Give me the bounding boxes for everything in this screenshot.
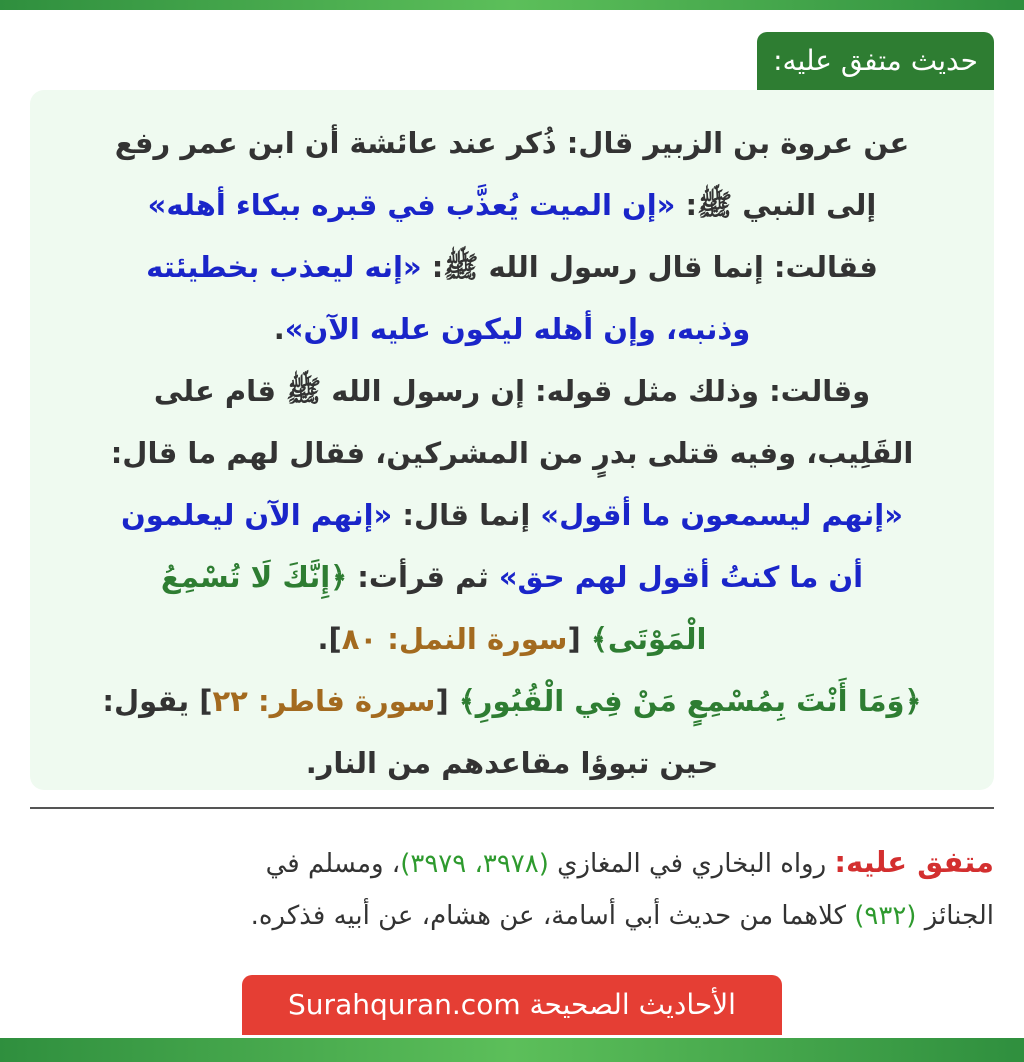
prophet-quote: «إنهم ليسمعون ما أقول»: [540, 498, 903, 532]
hadith-line: [64, 422, 960, 484]
hadith-type-tag: حديث متفق عليه:: [757, 32, 994, 90]
bracket: [: [435, 684, 459, 718]
narration-text: .: [273, 312, 285, 346]
prophet-quote: «إن الميت يُعذَّب في قبره ببكاء أهله»: [147, 188, 676, 222]
source-text: كلاهما من حديث أبي أسامة، عن هشام، عن أبيه فذكره.: [250, 901, 855, 931]
source-text: رواه البخاري في المغازي: [548, 849, 835, 879]
hadith-line: [64, 360, 960, 422]
narration-text: وقالت: وذلك مثل قوله: إن رسول الله ﷺ قام على: [153, 374, 871, 408]
hadith-line: [64, 174, 960, 236]
narration-text: عن عروة بن الزبير قال: ذُكر عند عائشة أن ابن عمر رفع: [114, 126, 910, 160]
narration-text: ثم قرأت:: [347, 560, 499, 594]
prophet-quote: أن ما كنتُ أقول لهم حق»: [498, 560, 864, 594]
narration-text: فقالت: إنما قال رسول الله ﷺ:: [421, 250, 878, 284]
hadith-line: [64, 112, 960, 174]
prophet-quote: «إنهم الآن ليعلمون: [121, 498, 393, 532]
hadith-line: [64, 236, 960, 298]
quran-verse: الْمَوْتَى﴾: [590, 622, 707, 656]
hadith-number: (٩٣٢): [854, 901, 917, 931]
quran-verse: ﴿إِنَّكَ لَا تُسْمِعُ: [160, 560, 348, 594]
narration-text: حين تبوؤا مقاعدهم من النار.: [305, 746, 719, 780]
narration-text: إلى النبي ﷺ:: [675, 188, 877, 222]
surah-reference: سورة النمل: ٨٠: [341, 622, 568, 656]
prophet-quote: وذنبه، وإن أهله ليكون عليه الآن»: [284, 312, 751, 346]
source-label: متفق عليه:: [834, 845, 994, 879]
prophet-quote: «إنه ليعذب بخطيئته: [146, 250, 422, 284]
bracket: [: [567, 622, 591, 656]
website-button[interactable]: الأحاديث الصحيحة Surahquran.com: [242, 975, 782, 1035]
narration-text: إنما قال:: [392, 498, 541, 532]
hadith-line: [64, 608, 960, 670]
source-line: [30, 836, 994, 890]
hadith-line: [64, 546, 960, 608]
hadith-line: [64, 298, 960, 360]
hadith-line: [64, 732, 960, 794]
hadith-number: (٣٩٧٨، ٣٩٧٩): [400, 849, 549, 879]
bottom-green-bar: [0, 1038, 1024, 1062]
source-line: [30, 890, 994, 942]
narration-text: القَلِيب، وفيه قتلى بدرٍ من المشركين، فقال لهم ما قال:: [110, 436, 914, 470]
top-green-bar: [0, 0, 1024, 10]
divider: [30, 807, 994, 809]
source-citation: [30, 836, 994, 942]
hadith-text-box: [30, 90, 994, 790]
hadith-line: [64, 484, 960, 546]
quran-verse: ﴿وَمَا أَنْتَ بِمُسْمِعٍ مَنْ فِي الْقُبُورِ﴾: [458, 684, 922, 718]
source-text: الجنائز: [916, 901, 994, 931]
bracket: ].: [317, 622, 342, 656]
narration-text: ] يقول:: [102, 684, 213, 718]
source-text: ، ومسلم في: [265, 849, 401, 879]
surah-reference: سورة فاطر: ٢٢: [212, 684, 436, 718]
hadith-line: [64, 670, 960, 732]
